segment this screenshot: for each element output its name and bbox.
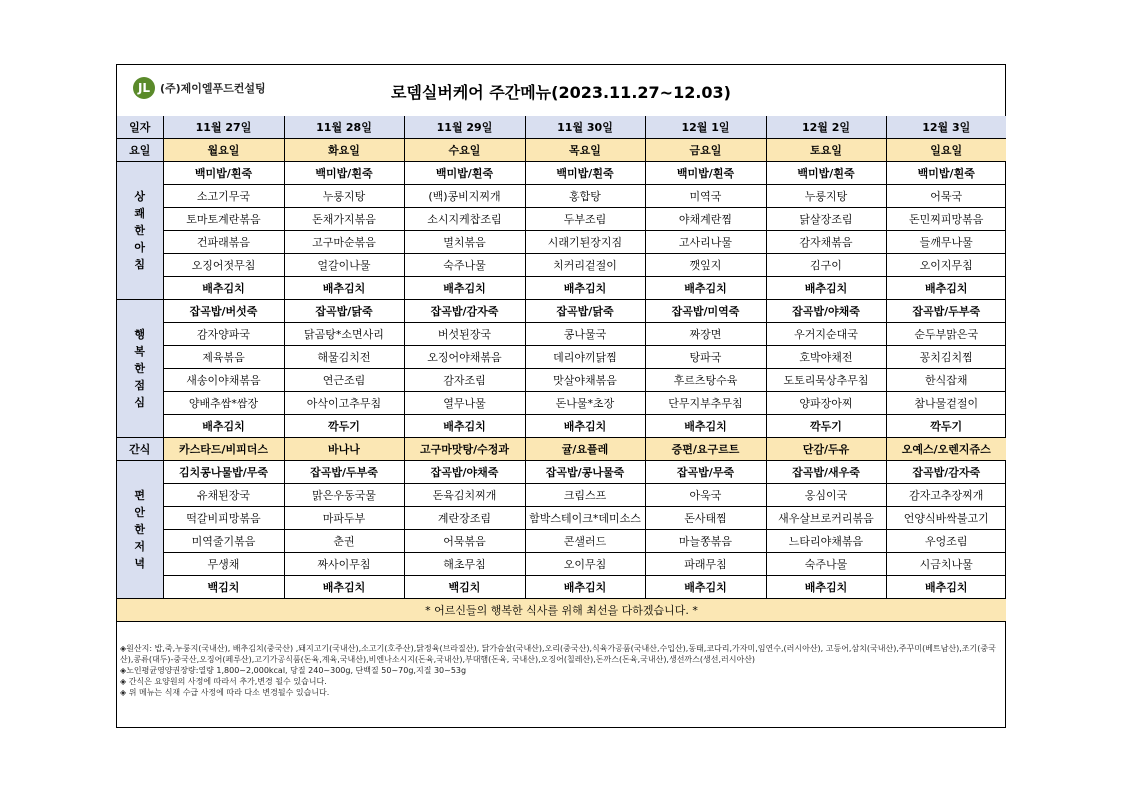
lunch-menu-item: 잡곡밥/야채죽 xyxy=(766,300,886,323)
breakfast-menu-item: 고구마순볶음 xyxy=(284,231,404,254)
dinner-menu-item: 콘샐러드 xyxy=(525,530,645,553)
lunch-menu-item: 도토리묵상추무침 xyxy=(766,369,886,392)
lunch-section-label xyxy=(117,300,163,438)
breakfast-menu-item: 숙주나물 xyxy=(404,254,525,277)
dinner-menu-item: 시금치나물 xyxy=(886,553,1006,576)
dinner-menu-item: 잡곡밥/새우죽 xyxy=(766,461,886,484)
dinner-row xyxy=(117,507,1006,530)
dinner-menu-item: 아욱국 xyxy=(645,484,766,507)
dinner-menu-item: 잡곡밥/감자죽 xyxy=(886,461,1006,484)
lunch-label-char: 복 xyxy=(134,345,146,358)
note-line: ◈원산지: 밥,죽,누룽지(국내산), 배추김치(중국산) ,돼지고기(국내산),소고기(호주산),닭정육(브라질산), 닭가슴살(국내산),오리(중국산),식육가공품(국내산,수입산),동태,코다리,가자미,임연수,(러시아산), 고등어,삼치(국내산),주꾸미(베트남산),조기(중국산),콩류(대두)-중국산,오징어(페루산),고기가공식품(돈육,계육,국내산),비엔나소시지(돈육,국내산),부대햄(돈육, 국내산),오징어(칠레산),돈까스(돈육,국내산),생선까스(생선,러시아산) xyxy=(120,644,996,664)
breakfast-menu-item: 배추김치 xyxy=(645,277,766,300)
snack-row xyxy=(117,438,1006,461)
breakfast-menu-item: 멸치볶음 xyxy=(404,231,525,254)
dinner-menu-item: 무생채 xyxy=(163,553,284,576)
dinner-menu-item: 미역줄기볶음 xyxy=(163,530,284,553)
snack-cell: 오예스/오렌지쥬스 xyxy=(886,438,1006,461)
date-row xyxy=(117,116,1006,139)
dinner-menu-item: 잡곡밥/야채죽 xyxy=(404,461,525,484)
breakfast-menu-item: 소시지케찹조림 xyxy=(404,208,525,231)
lunch-menu-item: 배추김치 xyxy=(525,415,645,438)
lunch-menu-item: 잡곡밥/닭죽 xyxy=(284,300,404,323)
breakfast-label-char: 상 xyxy=(134,190,146,203)
breakfast-menu-item: 백미밥/흰죽 xyxy=(163,162,284,185)
dinner-menu-item: 함박스테이크*데미소스 xyxy=(525,507,645,530)
snack-cell: 바나나 xyxy=(284,438,404,461)
snack-cell: 고구마맛탕/수정과 xyxy=(404,438,525,461)
dinner-label-char: 녁 xyxy=(134,557,146,570)
lunch-label-char: 점 xyxy=(134,379,146,392)
dinner-menu-item: 배추김치 xyxy=(645,576,766,599)
breakfast-menu-item: 오징어젓무침 xyxy=(163,254,284,277)
day-row xyxy=(117,139,1006,162)
note-line: ◈노인평균영양권장량:열량 1,800~2,000kcal, 당질 240~300g, 단백질 50~70g,지질 30~53g xyxy=(120,666,467,675)
breakfast-menu-item: 배추김치 xyxy=(766,277,886,300)
breakfast-menu-item: 백미밥/흰죽 xyxy=(766,162,886,185)
lunch-label-char: 한 xyxy=(134,362,146,375)
lunch-menu-item: 새송이야채볶음 xyxy=(163,369,284,392)
date-cell: 11월 27일 xyxy=(163,116,284,139)
breakfast-menu-item: 누룽지탕 xyxy=(284,185,404,208)
lunch-menu-item: 잡곡밥/미역죽 xyxy=(645,300,766,323)
dinner-menu-item: 유채된장국 xyxy=(163,484,284,507)
breakfast-menu-item: 야채계란찜 xyxy=(645,208,766,231)
note-line: ◈ 위 메뉴는 식재 수급 사정에 따라 다소 변경될수 있습니다. xyxy=(120,688,330,697)
header xyxy=(117,65,1005,117)
lunch-menu-item: 해물김치전 xyxy=(284,346,404,369)
date-label: 일자 xyxy=(117,116,163,139)
breakfast-menu-item: 백미밥/흰죽 xyxy=(284,162,404,185)
lunch-row xyxy=(117,392,1006,415)
day-cell: 일요일 xyxy=(886,139,1006,162)
lunch-menu-item: 버섯된장국 xyxy=(404,323,525,346)
lunch-menu-item: 잡곡밥/감자죽 xyxy=(404,300,525,323)
lunch-menu-item: 꽁치김치찜 xyxy=(886,346,1006,369)
breakfast-menu-item: 백미밥/흰죽 xyxy=(886,162,1006,185)
dinner-menu-item: 백김치 xyxy=(404,576,525,599)
breakfast-menu-item: 오이지무침 xyxy=(886,254,1006,277)
dinner-menu-item: 짜사이무침 xyxy=(284,553,404,576)
breakfast-menu-item: 누룽지탕 xyxy=(766,185,886,208)
dinner-menu-item: 마파두부 xyxy=(284,507,404,530)
breakfast-menu-item: 배추김치 xyxy=(163,277,284,300)
breakfast-menu-item: 토마토계란볶음 xyxy=(163,208,284,231)
breakfast-menu-item: 백미밥/흰죽 xyxy=(645,162,766,185)
dinner-menu-item: 잡곡밥/두부죽 xyxy=(284,461,404,484)
lunch-menu-item: 깍두기 xyxy=(886,415,1006,438)
dinner-row xyxy=(117,553,1006,576)
footer-message: * 어르신들의 행복한 식사를 위해 최선을 다하겠습니다. * xyxy=(117,599,1006,622)
breakfast-menu-item: 백미밥/흰죽 xyxy=(404,162,525,185)
lunch-label-char: 심 xyxy=(134,396,146,409)
lunch-menu-item: 한식잡채 xyxy=(886,369,1006,392)
dinner-menu-item: 감자고추장찌개 xyxy=(886,484,1006,507)
breakfast-menu-item: 깻잎지 xyxy=(645,254,766,277)
lunch-menu-item: 탕파국 xyxy=(645,346,766,369)
lunch-menu-item: 잡곡밥/닭죽 xyxy=(525,300,645,323)
lunch-menu-item: 깍두기 xyxy=(284,415,404,438)
breakfast-menu-item: 소고기무국 xyxy=(163,185,284,208)
lunch-menu-item: 콩나물국 xyxy=(525,323,645,346)
lunch-menu-item: 배추김치 xyxy=(404,415,525,438)
dinner-label-char: 안 xyxy=(134,506,146,519)
dinner-menu-item: 오이무침 xyxy=(525,553,645,576)
date-cell: 11월 30일 xyxy=(525,116,645,139)
snack-cell: 증편/요구르트 xyxy=(645,438,766,461)
dinner-menu-item: 마늘쫑볶음 xyxy=(645,530,766,553)
snack-label: 간식 xyxy=(117,438,163,461)
breakfast-menu-item: 얼갈이나물 xyxy=(284,254,404,277)
lunch-menu-item: 호박야채전 xyxy=(766,346,886,369)
date-cell: 11월 29일 xyxy=(404,116,525,139)
dinner-row xyxy=(117,461,1006,484)
lunch-menu-item: 감자양파국 xyxy=(163,323,284,346)
lunch-menu-item: 제육볶음 xyxy=(163,346,284,369)
page-title: 로뎀실버케어 주간메뉴(2023.11.27~12.03) xyxy=(391,83,731,102)
dinner-menu-item: 어묵볶음 xyxy=(404,530,525,553)
day-label: 요일 xyxy=(117,139,163,162)
breakfast-menu-item: 배추김치 xyxy=(404,277,525,300)
breakfast-menu-item: 건파래볶음 xyxy=(163,231,284,254)
date-cell: 11월 28일 xyxy=(284,116,404,139)
dinner-row xyxy=(117,576,1006,599)
dinner-label-char: 한 xyxy=(134,523,146,536)
breakfast-row xyxy=(117,208,1006,231)
lunch-menu-item: 후르츠탕수육 xyxy=(645,369,766,392)
breakfast-label-char: 쾌 xyxy=(134,207,146,220)
lunch-menu-item: 잡곡밥/두부죽 xyxy=(886,300,1006,323)
dinner-menu-item: 해초무침 xyxy=(404,553,525,576)
lunch-menu-item: 배추김치 xyxy=(163,415,284,438)
breakfast-menu-item: 미역국 xyxy=(645,185,766,208)
lunch-menu-item: 닭곰탕*소면사리 xyxy=(284,323,404,346)
footer-row xyxy=(117,599,1006,622)
dinner-menu-item: 배추김치 xyxy=(766,576,886,599)
breakfast-row xyxy=(117,185,1006,208)
lunch-menu-item: 오징어야채볶음 xyxy=(404,346,525,369)
dinner-menu-item: 맑은우동국물 xyxy=(284,484,404,507)
dinner-menu-item: 크림스프 xyxy=(525,484,645,507)
lunch-menu-item: 깍두기 xyxy=(766,415,886,438)
dinner-menu-item: 김치콩나물밥/무죽 xyxy=(163,461,284,484)
day-cell: 금요일 xyxy=(645,139,766,162)
day-cell: 월요일 xyxy=(163,139,284,162)
breakfast-menu-item: 감자채볶음 xyxy=(766,231,886,254)
dinner-menu-item: 잡곡밥/무죽 xyxy=(645,461,766,484)
dinner-menu-item: 언양식바싹불고기 xyxy=(886,507,1006,530)
breakfast-row xyxy=(117,277,1006,300)
lunch-label-char: 행 xyxy=(134,328,146,341)
dinner-menu-item: 새우살브로커리볶음 xyxy=(766,507,886,530)
lunch-menu-item: 양배추쌈*쌈장 xyxy=(163,392,284,415)
lunch-row xyxy=(117,300,1006,323)
breakfast-row xyxy=(117,162,1006,185)
weekly-menu-table xyxy=(117,116,1006,622)
dinner-menu-item: 숙주나물 xyxy=(766,553,886,576)
lunch-menu-item: 돈나물*초장 xyxy=(525,392,645,415)
breakfast-menu-item: 들깨무나물 xyxy=(886,231,1006,254)
dinner-menu-item: 배추김치 xyxy=(525,576,645,599)
breakfast-menu-item: 배추김치 xyxy=(525,277,645,300)
breakfast-menu-item: 닭살장조림 xyxy=(766,208,886,231)
dinner-menu-item: 돈사태찜 xyxy=(645,507,766,530)
lunch-menu-item: 데리야끼닭찜 xyxy=(525,346,645,369)
breakfast-menu-item: 배추김치 xyxy=(284,277,404,300)
lunch-menu-item: 단무지부추무침 xyxy=(645,392,766,415)
date-cell: 12월 3일 xyxy=(886,116,1006,139)
lunch-menu-item: 아삭이고추무침 xyxy=(284,392,404,415)
dinner-menu-item: 춘권 xyxy=(284,530,404,553)
dinner-menu-item: 배추김치 xyxy=(284,576,404,599)
breakfast-row xyxy=(117,231,1006,254)
breakfast-label-char: 한 xyxy=(134,224,146,237)
snack-cell: 카스타드/비피더스 xyxy=(163,438,284,461)
lunch-menu-item: 열무나물 xyxy=(404,392,525,415)
dinner-menu-item: 계란장조림 xyxy=(404,507,525,530)
day-cell: 화요일 xyxy=(284,139,404,162)
breakfast-menu-item: 고사리나물 xyxy=(645,231,766,254)
day-cell: 토요일 xyxy=(766,139,886,162)
dinner-row xyxy=(117,530,1006,553)
day-cell: 수요일 xyxy=(404,139,525,162)
dinner-menu-item: 파래무침 xyxy=(645,553,766,576)
breakfast-label-char: 침 xyxy=(134,258,146,271)
breakfast-section-label xyxy=(117,162,163,300)
company-name: (주)제이엘푸드컨설팅 xyxy=(160,82,266,95)
lunch-row xyxy=(117,346,1006,369)
breakfast-menu-item: 백미밥/흰죽 xyxy=(525,162,645,185)
lunch-row xyxy=(117,369,1006,392)
lunch-row xyxy=(117,323,1006,346)
snack-cell: 단감/두유 xyxy=(766,438,886,461)
dinner-label-char: 저 xyxy=(134,540,146,553)
lunch-menu-item: 참나물겉절이 xyxy=(886,392,1006,415)
dinner-label-char: 편 xyxy=(134,489,146,502)
dinner-menu-item: 느타리야채볶음 xyxy=(766,530,886,553)
breakfast-menu-item: (백)콩비지찌개 xyxy=(404,185,525,208)
lunch-menu-item: 짜장면 xyxy=(645,323,766,346)
breakfast-menu-item: 어묵국 xyxy=(886,185,1006,208)
lunch-menu-item: 배추김치 xyxy=(645,415,766,438)
breakfast-menu-item: 김구이 xyxy=(766,254,886,277)
breakfast-menu-item: 돈민찌피망볶음 xyxy=(886,208,1006,231)
day-cell: 목요일 xyxy=(525,139,645,162)
date-cell: 12월 1일 xyxy=(645,116,766,139)
dinner-menu-item: 잡곡밥/콩나물죽 xyxy=(525,461,645,484)
breakfast-label-char: 아 xyxy=(134,241,146,254)
lunch-menu-item: 맛살야채볶음 xyxy=(525,369,645,392)
logo-mark-icon: JL xyxy=(133,77,155,99)
note-line: ◈ 간식은 요양원의 사정에 따라서 추가,변경 될수 있습니다. xyxy=(120,677,327,686)
dinner-menu-item: 돈육김치찌개 xyxy=(404,484,525,507)
breakfast-menu-item: 두부조림 xyxy=(525,208,645,231)
menu-sheet xyxy=(116,64,1006,728)
breakfast-menu-item: 시래기된장지짐 xyxy=(525,231,645,254)
lunch-menu-item: 순두부맑은국 xyxy=(886,323,1006,346)
lunch-row xyxy=(117,415,1006,438)
dinner-menu-item: 떡갈비피망볶음 xyxy=(163,507,284,530)
breakfast-row xyxy=(117,254,1006,277)
breakfast-menu-item: 치커리겉절이 xyxy=(525,254,645,277)
dinner-section-label xyxy=(117,461,163,599)
lunch-menu-item: 감자조림 xyxy=(404,369,525,392)
lunch-menu-item: 우거지순대국 xyxy=(766,323,886,346)
dinner-menu-item: 옹심이국 xyxy=(766,484,886,507)
dinner-menu-item: 배추김치 xyxy=(886,576,1006,599)
dinner-row xyxy=(117,484,1006,507)
date-cell: 12월 2일 xyxy=(766,116,886,139)
breakfast-menu-item: 홍합탕 xyxy=(525,185,645,208)
lunch-menu-item: 양파장아찌 xyxy=(766,392,886,415)
breakfast-menu-item: 배추김치 xyxy=(886,277,1006,300)
dinner-menu-item: 우엉조림 xyxy=(886,530,1006,553)
breakfast-menu-item: 돈채가지볶음 xyxy=(284,208,404,231)
snack-cell: 귤/요플레 xyxy=(525,438,645,461)
lunch-menu-item: 연근조림 xyxy=(284,369,404,392)
dinner-menu-item: 백김치 xyxy=(163,576,284,599)
lunch-menu-item: 잡곡밥/버섯죽 xyxy=(163,300,284,323)
notes xyxy=(120,643,1000,698)
